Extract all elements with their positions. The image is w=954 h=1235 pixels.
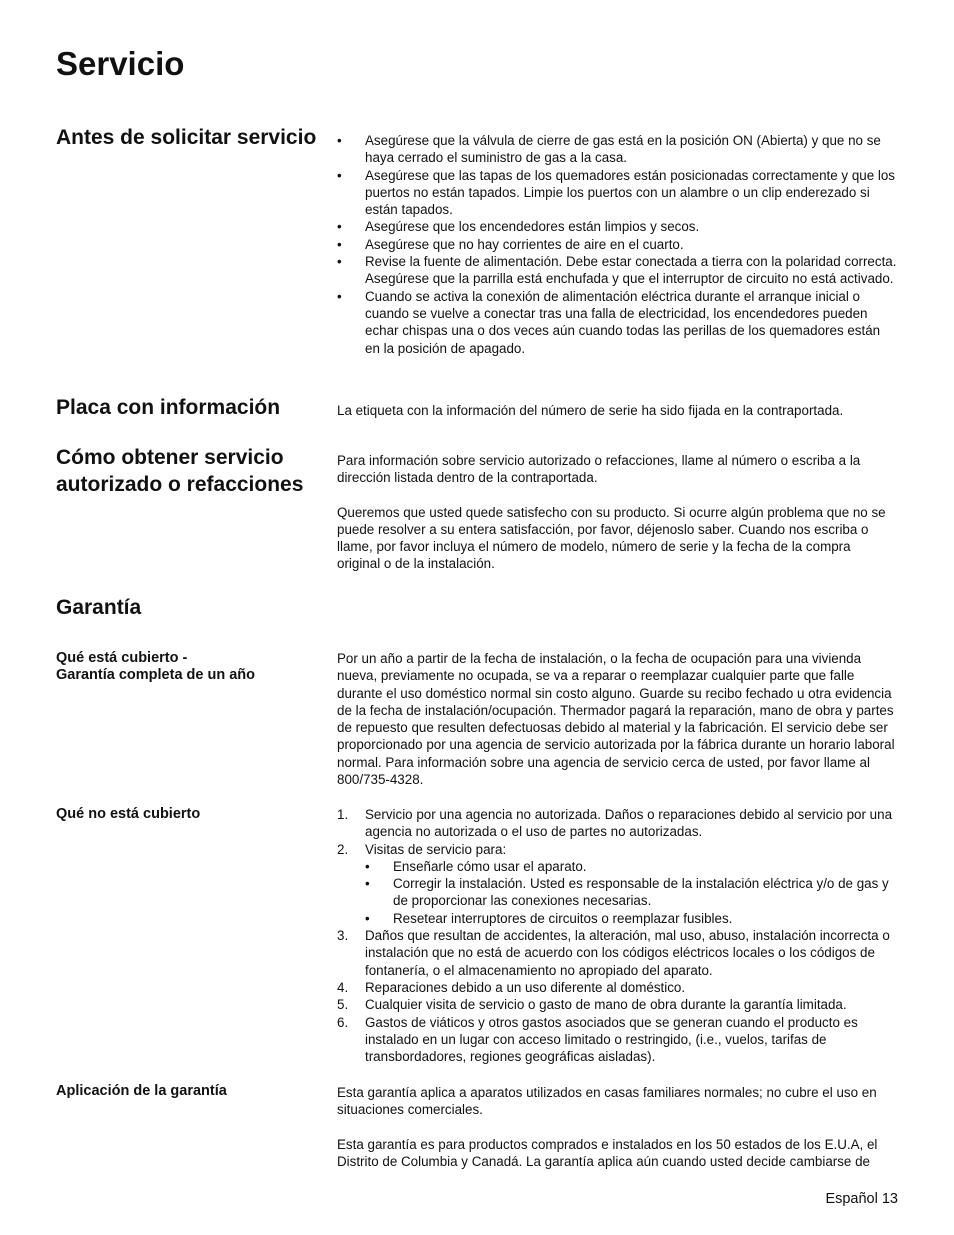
service-visits-sublist (365, 858, 897, 927)
list-item: • Corregir la instalación. Usted es responsable de la instalación eléctrica y/o de gas y de proporcionar las conexiones necesarias. (365, 876, 889, 909)
list-item: • Enseñarle cómo usar el aparato. (365, 858, 587, 874)
list-item: 4. Reparaciones debido a un uso diferente al doméstico. (337, 979, 686, 995)
list-item: 1. Servicio por una agencia no autorizada. Daños o reparaciones debido al servicio por una agencia no autorizada o el uso de partes no autorizadas. (337, 807, 893, 840)
list-item: 5. Cualquier visita de servicio o gasto de mano de obra durante la garantía limitada. (337, 997, 847, 1013)
before-service-heading: Antes de solicitar servicio (56, 126, 317, 149)
not-covered-list (337, 806, 897, 1065)
info-plate-heading: Placa con información (56, 396, 281, 419)
list-item: • Resetear interruptores de circuitos o reemplazar fusibles. (365, 910, 733, 926)
list-item: • Asegúrese que la válvula de cierre de gas está en la posición ON (Abierta) y que no se haya cerrado el suministro de gas a la casa. (337, 133, 881, 166)
list-item: • Asegúrese que no hay corrientes de aire en el cuarto. (337, 236, 684, 252)
warranty-application-paragraph: Esta garantía aplica a aparatos utilizados en casas familiares normales; no cubre el uso en situaciones comerciales. (337, 1085, 877, 1118)
list-item: 6. Gastos de viáticos y otros gastos asociados que se generan cuando el producto es instalado en un lugar con acceso limitado o restringido, (i.e., vuelos, tarifas de transbordadores, regiones geográficas aisladas). (337, 1014, 858, 1065)
page-number: Español 13 (825, 1191, 898, 1207)
warranty-application-heading: Aplicación de la garantía (56, 1083, 227, 1099)
warranty-covered-text: Por un año a partir de la fecha de instalación, o la fecha de ocupación para una vivienda nueva, previamente no ocupada, se va a reparar o reemplazar cualquier parte que falle durante el uso doméstico normal sin costo alguno. Guarde su recibo fechado u otra evidencia de la fecha de instalación/ocupación. Thermador pagará la reparación, mano de obra y partes de repuesto que resulten defectuosas debido al material y la fabricación. El servicio debe ser proporcionado por una agencia de servicio autorizada por la fábrica durante un horario laboral normal. Para información sobre una agencia de servicio cerca de usted, por favor llame al 800/735-4328. (337, 651, 895, 788)
list-item: • Asegúrese que los encendedores están limpios y secos. (337, 219, 700, 235)
obtain-service-paragraph: Queremos que usted quede satisfecho con su producto. Si ocurre algún problema que no se puede resolver a su entera satisfacción, por favor, déjenoslo saber. Cuando nos escriba o llame, por favor incluya el número de modelo, número de serie y la fecha de la compra original o de la instalación. (337, 504, 886, 572)
obtain-service-heading: Cómo obtener servicio autorizado o refacciones (56, 446, 304, 496)
info-plate-text: La etiqueta con la información del número de serie ha sido fijada en la contraportada. (337, 403, 844, 418)
page-title: Servicio (56, 45, 185, 82)
list-item: 3. Daños que resultan de accidentes, la alteración, mal uso, abuso, instalación incorrecta o instalación que no está de acuerdo con los códigos eléctricos locales o los códigos de fontanería, o el almacenamiento no apropiado del aparato. (337, 928, 890, 978)
warranty-covered-heading: Qué está cubierto - Garantía completa de un año (56, 650, 256, 683)
list-item: 2. Visitas de servicio para: • Enseñarle cómo usar el aparato. • Corregir la instalación. Usted es responsable de la instalación eléctrica y/o de gas y de proporcionar las conexiones necesarias. • Resetear interruptores de circuitos o reemplazar fusibles. (337, 841, 897, 927)
warranty-heading: Garantía (56, 596, 142, 619)
list-item: • Revise la fuente de alimentación. Debe estar conectada a tierra con la polaridad correcta. Asegúrese que la parrilla está enchufada y que el interruptor de circuito no está activado. (337, 254, 897, 287)
obtain-service-paragraph: Para información sobre servicio autorizado o refacciones, llame al número o escriba a la dirección listada dentro de la contraportada. (337, 453, 861, 486)
before-service-list (337, 132, 897, 357)
list-item: • Asegúrese que las tapas de los quemadores están posicionadas correctamente y que los puertos no están tapados. Limpie los puertos con un alambre o un clip enderezado si están tapados. (337, 167, 895, 218)
warranty-application-paragraph: Esta garantía es para productos comprados e instalados en los 50 estados de los E.U.A, el Distrito de Columbia y Canadá. La garantía aplica aún cuando usted decide cambiarse de (337, 1136, 878, 1169)
list-item: • Cuando se activa la conexión de alimentación eléctrica durante el arranque inicial o cuando se vuelve a conectar tras una falla de electricidad, los encendedores pueden echar chispas una o dos veces aún cuando todas las perillas de los quemadores están en la posición de apagado. (337, 288, 881, 356)
warranty-not-covered-heading: Qué no está cubierto (56, 806, 201, 822)
